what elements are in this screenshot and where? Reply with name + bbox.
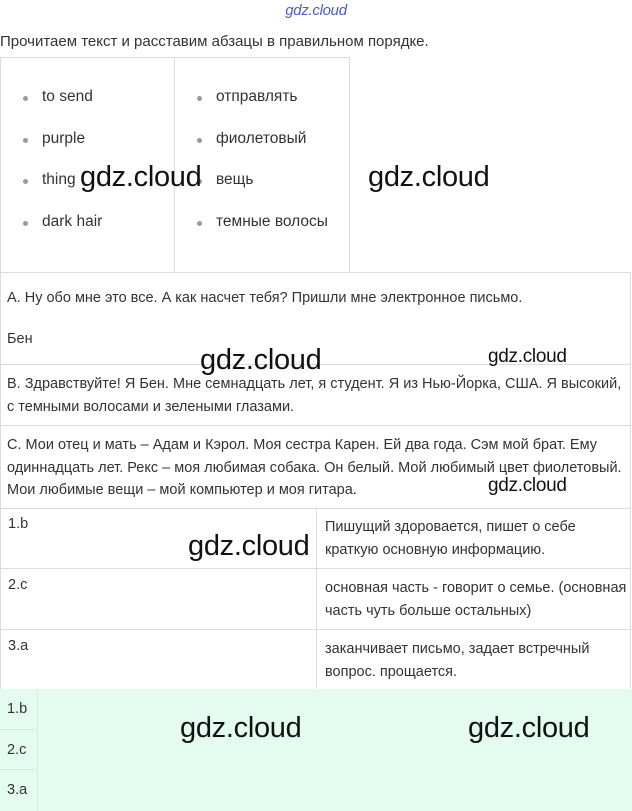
answer-row [0, 630, 631, 691]
answer-key: 2.c [1, 569, 317, 629]
bullet-icon [23, 221, 28, 226]
vocab-word: to send [42, 88, 93, 105]
answer-description: заканчивает письмо, задает встречный вопрос. прощается. [325, 641, 590, 680]
vocab-item-ru [197, 130, 328, 172]
vocab-translation: отправлять [216, 88, 298, 105]
bullet-icon [197, 138, 202, 143]
vocab-item-en [23, 88, 102, 130]
watermark: gdz.cloud [488, 475, 567, 496]
final-answer-list [0, 689, 38, 811]
answer-description: основная часть - говорит о семье. (основная часть чуть больше остальных) [325, 580, 627, 619]
final-answer-block [0, 689, 632, 811]
watermark: gdz.cloud [488, 346, 567, 367]
answer-explanation-table [0, 508, 631, 691]
vocab-item-ru [197, 213, 328, 255]
watermark: gdz.cloud [180, 712, 302, 744]
paragraph-b-text: B. Здравствуйте! Я Бен. Мне семнадцать лет, я студент. Я из Нью-Йорка, США. Я высокий, с темными волосами и зелеными глазами. [7, 376, 622, 415]
vocab-translation: вещь [216, 171, 254, 188]
watermark: gdz.cloud [368, 161, 490, 193]
final-answer-item: 1.b [0, 689, 37, 730]
vocab-item-ru [197, 88, 328, 130]
vocabulary-russian-column [197, 88, 328, 254]
vocab-translation: темные волосы [216, 212, 328, 230]
bullet-icon [23, 179, 28, 184]
vocab-word: purple [42, 129, 86, 147]
bullet-icon [23, 96, 28, 101]
answer-row [0, 569, 631, 630]
vocab-word: thing [42, 171, 76, 188]
vocab-item-en [23, 213, 102, 255]
watermark: gdz.cloud [188, 530, 310, 562]
watermark: gdz.cloud [200, 344, 322, 376]
answer-row [0, 508, 631, 569]
answer-key: 1.b [1, 508, 317, 568]
final-answer-item: 3.a [7, 782, 28, 799]
bullet-icon [23, 138, 28, 143]
vocab-word: dark hair [42, 212, 103, 230]
task-intro: Прочитаем текст и расставим абзацы в правильном порядке. [0, 33, 429, 50]
vocab-translation: фиолетовый [216, 129, 307, 147]
answer-description: Пишущий здоровается, пишет о себе краткую основную информацию. [325, 519, 576, 558]
bullet-icon [197, 221, 202, 226]
watermark: gdz.cloud [80, 161, 202, 193]
site-logo[interactable]: gdz.cloud [285, 2, 347, 19]
paragraph-c-text: C. Мои отец и мать – Адам и Кэрол. Моя сестра Карен. Ей два года. Сэм мой брат. Ему одиннадцать лет. Рекс – моя любимая собака. Он белый. Мой любимый цвет фиолетовый. Мои любимые вещи – мой компьютер и моя гитара. [7, 437, 622, 498]
letter-paragraphs-table [0, 272, 631, 509]
paragraph-a-text: A. Ну обо мне это все. А как насчет тебя? Пришли мне электронное письмо. [7, 290, 523, 306]
bullet-icon [197, 96, 202, 101]
final-answer-item: 2.c [0, 730, 37, 771]
watermark: gdz.cloud [468, 712, 590, 744]
paragraph-a-signature: Бен [7, 330, 33, 347]
answer-key: 3.a [1, 630, 317, 690]
vocab-item-ru [197, 171, 328, 213]
